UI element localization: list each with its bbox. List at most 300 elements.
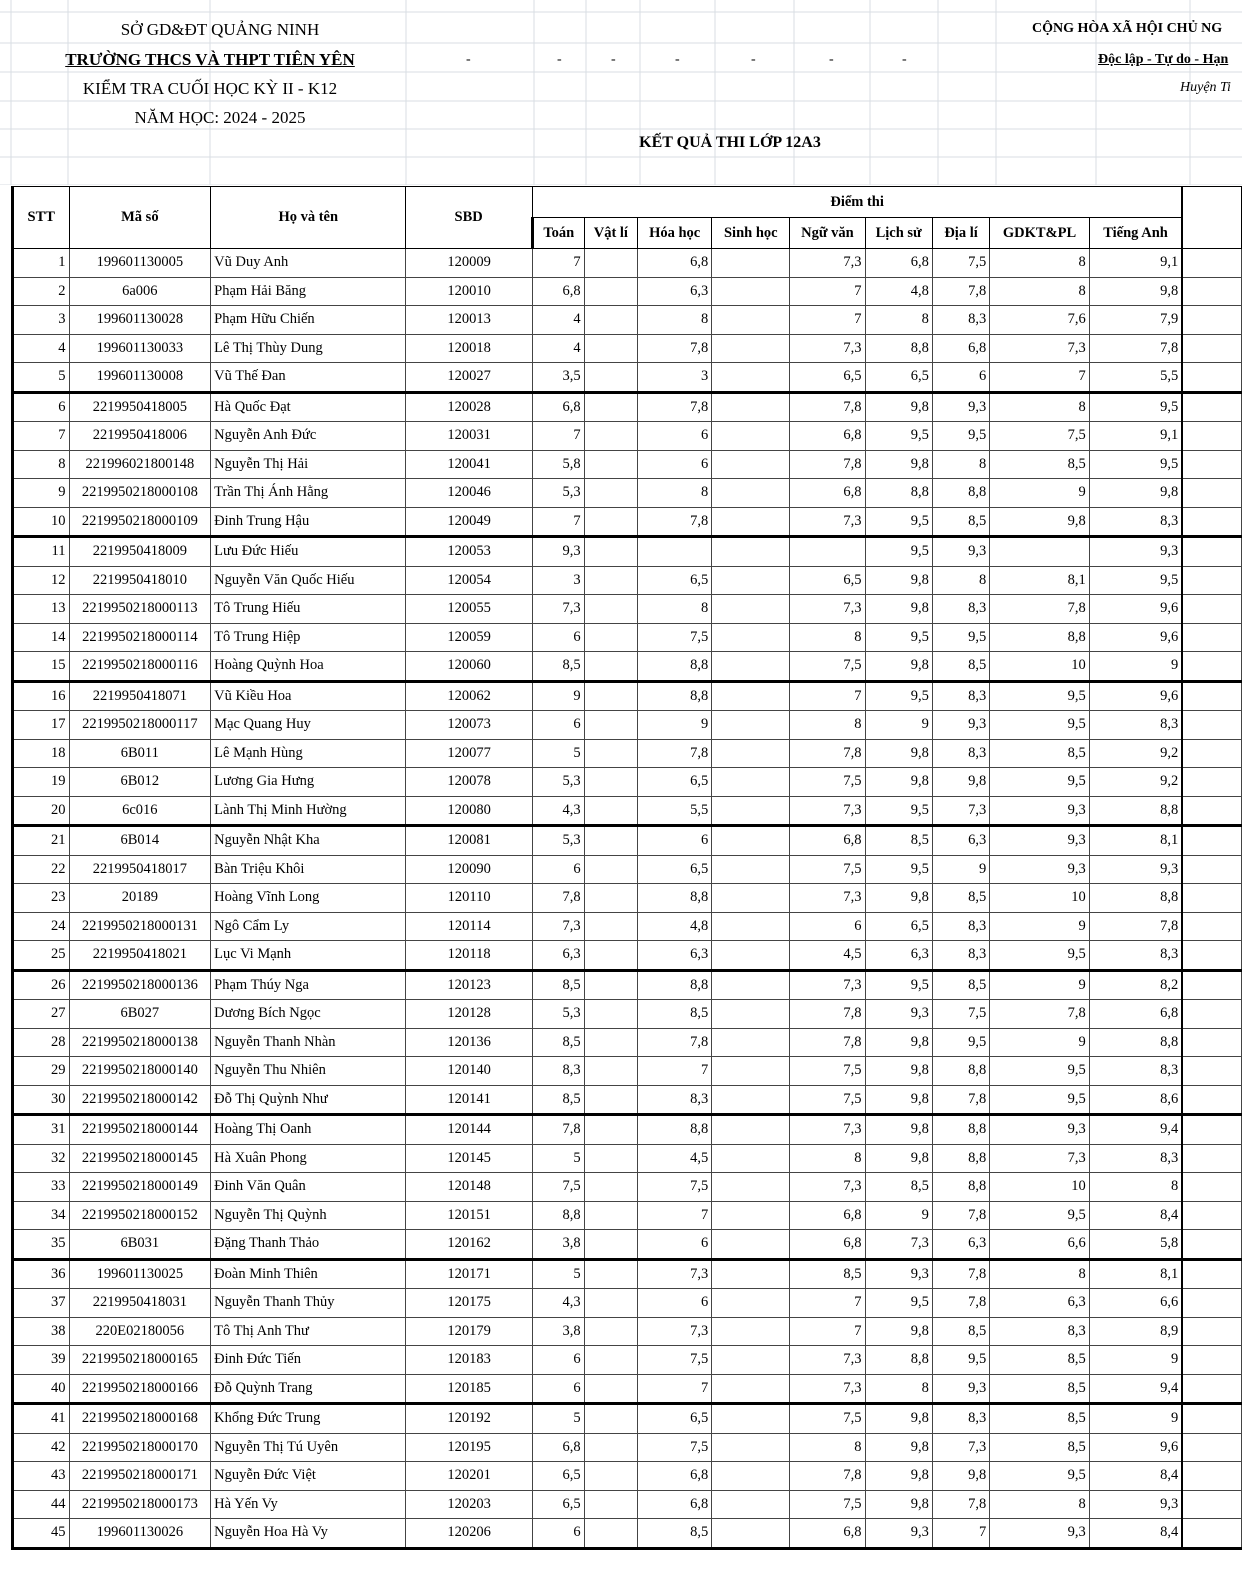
stt-cell: 36 (13, 1259, 70, 1289)
stt-cell: 8 (13, 450, 70, 479)
ho-ten-cell: Nguyễn Đức Việt (211, 1462, 406, 1491)
stt-cell: 31 (13, 1115, 70, 1145)
tieng-anh-score: 8,8 (1089, 1028, 1182, 1057)
ma-so-cell: 199601130005 (69, 249, 211, 278)
extra-cell (1182, 912, 1241, 941)
table-row (13, 1317, 1242, 1346)
lich-su-score: 9,8 (865, 884, 932, 913)
gdkt-pl-score: 8,5 (990, 1433, 1090, 1462)
lich-su-score: 7,3 (865, 1230, 932, 1260)
tieng-anh-score: 8,6 (1089, 1085, 1182, 1115)
ma-so-cell: 2219950218000142 (69, 1085, 211, 1115)
sinh-hoc-score (712, 796, 790, 826)
stt-cell: 20 (13, 796, 70, 826)
tieng-anh-score: 9,6 (1089, 1433, 1182, 1462)
ma-so-cell: 2219950218000109 (69, 507, 211, 537)
table-row (13, 306, 1242, 335)
sinh-hoc-score (712, 826, 790, 856)
ho-ten-cell: Tô Thị Anh Thư (211, 1317, 406, 1346)
gdkt-pl-score: 7,8 (990, 1000, 1090, 1029)
stt-cell: 39 (13, 1346, 70, 1375)
table-row (13, 941, 1242, 971)
ngu-van-score: 6,8 (790, 1201, 865, 1230)
toan-score: 5,8 (532, 450, 584, 479)
vat-li-score (584, 1144, 637, 1173)
gdkt-pl-score: 6,6 (990, 1230, 1090, 1260)
stt-cell: 5 (13, 363, 70, 393)
table-row (13, 595, 1242, 624)
dia-li-score: 7,3 (932, 796, 989, 826)
ma-so-cell: 2219950218000113 (69, 595, 211, 624)
table-row (13, 277, 1242, 306)
dia-li-score: 9,8 (932, 1462, 989, 1491)
sinh-hoc-score (712, 392, 790, 422)
stt-cell: 21 (13, 826, 70, 856)
tieng-anh-score: 5,5 (1089, 363, 1182, 393)
dia-li-score: 7,3 (932, 1433, 989, 1462)
dia-li-score: 9,3 (932, 1374, 989, 1404)
toan-score: 6 (532, 855, 584, 884)
tieng-anh-score: 9,3 (1089, 855, 1182, 884)
col-header-ho-ten: Họ và tên (211, 187, 406, 249)
ma-so-cell: 2219950218000166 (69, 1374, 211, 1404)
lich-su-score: 9,3 (865, 1259, 932, 1289)
lich-su-score: 9,8 (865, 595, 932, 624)
tieng-anh-score: 9,8 (1089, 277, 1182, 306)
tieng-anh-score: 6,6 (1089, 1289, 1182, 1318)
table-row (13, 1057, 1242, 1086)
ma-so-cell: 2219950418009 (69, 537, 211, 567)
separator-dash: - (751, 52, 756, 67)
extra-cell (1182, 1085, 1241, 1115)
school-name: TRƯỜNG THCS VÀ THPT TIÊN YÊN (65, 50, 355, 69)
hoa-hoc-score: 7,8 (638, 392, 712, 422)
dia-li-score: 8,3 (932, 912, 989, 941)
sinh-hoc-score (712, 450, 790, 479)
ho-ten-cell: Đỗ Quỳnh Trang (211, 1374, 406, 1404)
ngu-van-score: 7,8 (790, 392, 865, 422)
sinh-hoc-score (712, 1404, 790, 1434)
vat-li-score (584, 1028, 637, 1057)
vat-li-score (584, 479, 637, 508)
ho-ten-cell: Hoàng Thị Oanh (211, 1115, 406, 1145)
table-row (13, 363, 1242, 393)
toan-score: 6,8 (532, 1433, 584, 1462)
stt-cell: 9 (13, 479, 70, 508)
extra-cell (1182, 595, 1241, 624)
dia-li-score: 8,8 (932, 479, 989, 508)
hoa-hoc-score: 6,5 (638, 566, 712, 595)
table-row (13, 450, 1242, 479)
sinh-hoc-score (712, 1289, 790, 1318)
stt-cell: 26 (13, 970, 70, 1000)
school-year: NĂM HỌC: 2024 - 2025 (134, 108, 306, 127)
toan-score: 6,3 (532, 941, 584, 971)
toan-score: 5,3 (532, 479, 584, 508)
ngu-van-score: 6,5 (790, 363, 865, 393)
republic-name: CỘNG HÒA XÃ HỘI CHỦ NG (1032, 21, 1223, 36)
table-row (13, 1173, 1242, 1202)
vat-li-score (584, 249, 637, 278)
table-row (13, 1374, 1242, 1404)
ngu-van-score: 7 (790, 1289, 865, 1318)
tieng-anh-score: 9,1 (1089, 249, 1182, 278)
dia-li-score: 9,3 (932, 392, 989, 422)
dia-li-score: 8,5 (932, 652, 989, 682)
hoa-hoc-score: 4,5 (638, 1144, 712, 1173)
table-row (13, 479, 1242, 508)
table-row (13, 652, 1242, 682)
sinh-hoc-score (712, 1374, 790, 1404)
toan-score: 4 (532, 306, 584, 335)
ngu-van-score: 7 (790, 1317, 865, 1346)
ngu-van-score: 7,8 (790, 739, 865, 768)
tieng-anh-score: 8,4 (1089, 1519, 1182, 1549)
lich-su-score: 9,5 (865, 970, 932, 1000)
ma-so-cell: 6B011 (69, 739, 211, 768)
sinh-hoc-score (712, 277, 790, 306)
ngu-van-score: 4,5 (790, 941, 865, 971)
ho-ten-cell: Lê Thị Thùy Dung (211, 334, 406, 363)
tieng-anh-score: 5,8 (1089, 1230, 1182, 1260)
table-row (13, 1404, 1242, 1434)
toan-score: 4,3 (532, 796, 584, 826)
extra-cell (1182, 855, 1241, 884)
hoa-hoc-score: 8 (638, 479, 712, 508)
vat-li-score (584, 912, 637, 941)
tieng-anh-score: 9,3 (1089, 537, 1182, 567)
tieng-anh-score: 6,8 (1089, 1000, 1182, 1029)
table-row (13, 249, 1242, 278)
vat-li-score (584, 1462, 637, 1491)
ma-so-cell: 2219950418010 (69, 566, 211, 595)
extra-cell (1182, 681, 1241, 711)
gdkt-pl-score: 9,5 (990, 768, 1090, 797)
dia-li-score: 9 (932, 855, 989, 884)
ma-so-cell: 2219950218000108 (69, 479, 211, 508)
stt-cell: 45 (13, 1519, 70, 1549)
dia-li-score: 9,5 (932, 623, 989, 652)
ho-ten-cell: Lưu Đức Hiếu (211, 537, 406, 567)
ma-so-cell: 199601130025 (69, 1259, 211, 1289)
sinh-hoc-score (712, 507, 790, 537)
ho-ten-cell: Bàn Triệu Khôi (211, 855, 406, 884)
dia-li-score: 8,5 (932, 507, 989, 537)
tieng-anh-score: 8,4 (1089, 1462, 1182, 1491)
vat-li-score (584, 1201, 637, 1230)
ngu-van-score: 7,8 (790, 1000, 865, 1029)
sbd-cell: 120206 (406, 1519, 533, 1549)
sinh-hoc-score (712, 1028, 790, 1057)
sinh-hoc-score (712, 739, 790, 768)
ho-ten-cell: Lành Thị Minh Hường (211, 796, 406, 826)
separator-dash: - (611, 52, 616, 67)
sbd-cell: 120010 (406, 277, 533, 306)
toan-score: 9,3 (532, 537, 584, 567)
sbd-cell: 120062 (406, 681, 533, 711)
vat-li-score (584, 826, 637, 856)
ma-so-cell: 6c016 (69, 796, 211, 826)
ma-so-cell: 2219950418021 (69, 941, 211, 971)
gdkt-pl-score: 9,3 (990, 826, 1090, 856)
gdkt-pl-score: 9,5 (990, 941, 1090, 971)
gdkt-pl-score: 9,5 (990, 1057, 1090, 1086)
ngu-van-score: 7,3 (790, 507, 865, 537)
ho-ten-cell: Khổng Đức Trung (211, 1404, 406, 1434)
hoa-hoc-score: 7,5 (638, 1433, 712, 1462)
tieng-anh-score: 8,3 (1089, 1144, 1182, 1173)
hoa-hoc-score: 8,8 (638, 652, 712, 682)
ngu-van-score: 7 (790, 277, 865, 306)
lich-su-score: 9,8 (865, 1433, 932, 1462)
hoa-hoc-score: 7,8 (638, 334, 712, 363)
dia-li-score: 8,3 (932, 306, 989, 335)
sbd-cell: 120145 (406, 1144, 533, 1173)
extra-cell (1182, 1289, 1241, 1318)
gdkt-pl-score: 7,5 (990, 422, 1090, 451)
header-row (13, 187, 1242, 218)
toan-score: 4 (532, 334, 584, 363)
extra-cell (1182, 796, 1241, 826)
hoa-hoc-score: 6,3 (638, 941, 712, 971)
dia-li-score: 6,3 (932, 1230, 989, 1260)
tieng-anh-score: 9,2 (1089, 739, 1182, 768)
ngu-van-score: 7,5 (790, 652, 865, 682)
ho-ten-cell: Đỗ Thị Quỳnh Như (211, 1085, 406, 1115)
stt-cell: 12 (13, 566, 70, 595)
dia-li-score: 8 (932, 566, 989, 595)
separator-dash: - (557, 52, 562, 67)
sbd-cell: 120151 (406, 1201, 533, 1230)
ho-ten-cell: Nguyễn Anh Đức (211, 422, 406, 451)
ma-so-cell: 221996021800148 (69, 450, 211, 479)
toan-score: 7 (532, 422, 584, 451)
vat-li-score (584, 1404, 637, 1434)
table-row (13, 768, 1242, 797)
stt-cell: 17 (13, 711, 70, 740)
gdkt-pl-score: 8,5 (990, 1404, 1090, 1434)
lich-su-score: 9,5 (865, 422, 932, 451)
sinh-hoc-score (712, 334, 790, 363)
ma-so-cell: 199601130008 (69, 363, 211, 393)
dia-li-score: 8,3 (932, 595, 989, 624)
sbd-cell: 120185 (406, 1374, 533, 1404)
dia-li-score: 8,3 (932, 1404, 989, 1434)
ngu-van-score: 6,8 (790, 1519, 865, 1549)
hoa-hoc-score: 7,5 (638, 1346, 712, 1375)
extra-cell (1182, 537, 1241, 567)
sinh-hoc-score (712, 1346, 790, 1375)
toan-score: 6,5 (532, 1462, 584, 1491)
ma-so-cell: 2219950218000131 (69, 912, 211, 941)
tieng-anh-score: 9,3 (1089, 1490, 1182, 1519)
ma-so-cell: 2219950218000149 (69, 1173, 211, 1202)
hoa-hoc-score: 7,3 (638, 1317, 712, 1346)
gdkt-pl-score: 9 (990, 479, 1090, 508)
toan-score: 5,3 (532, 1000, 584, 1029)
dia-li-score: 8,5 (932, 1317, 989, 1346)
sinh-hoc-score (712, 1317, 790, 1346)
dia-li-score: 8,8 (932, 1173, 989, 1202)
ho-ten-cell: Đinh Đức Tiến (211, 1346, 406, 1375)
lich-su-score: 9 (865, 711, 932, 740)
lich-su-score: 9,8 (865, 450, 932, 479)
extra-cell (1182, 566, 1241, 595)
dia-li-score: 8,5 (932, 884, 989, 913)
toan-score: 5 (532, 1404, 584, 1434)
department-name: SỞ GD&ĐT QUẢNG NINH (120, 20, 320, 39)
hoa-hoc-score: 7,8 (638, 507, 712, 537)
vat-li-score (584, 855, 637, 884)
lich-su-score: 9,8 (865, 1085, 932, 1115)
lich-su-score: 8 (865, 1374, 932, 1404)
vat-li-score (584, 1490, 637, 1519)
tieng-anh-score: 8 (1089, 1173, 1182, 1202)
hoa-hoc-score: 8,8 (638, 681, 712, 711)
extra-cell (1182, 1028, 1241, 1057)
sbd-cell: 120144 (406, 1115, 533, 1145)
sbd-cell: 120053 (406, 537, 533, 567)
extra-cell (1182, 1433, 1241, 1462)
lich-su-score: 9,8 (865, 1317, 932, 1346)
dia-li-score: 7,8 (932, 1490, 989, 1519)
stt-cell: 10 (13, 507, 70, 537)
lich-su-score: 9,8 (865, 1462, 932, 1491)
lich-su-score: 9,8 (865, 652, 932, 682)
vat-li-score (584, 595, 637, 624)
toan-score: 6 (532, 623, 584, 652)
gdkt-pl-score: 10 (990, 1173, 1090, 1202)
gdkt-pl-score: 9,5 (990, 681, 1090, 711)
toan-score: 8,5 (532, 1085, 584, 1115)
vat-li-score (584, 1317, 637, 1346)
toan-score: 8,8 (532, 1201, 584, 1230)
toan-score: 3,8 (532, 1317, 584, 1346)
stt-cell: 14 (13, 623, 70, 652)
dia-li-score: 8,5 (932, 970, 989, 1000)
ho-ten-cell: Trần Thị Ánh Hằng (211, 479, 406, 508)
extra-cell (1182, 392, 1241, 422)
gdkt-pl-score: 7 (990, 363, 1090, 393)
toan-score: 7 (532, 249, 584, 278)
ho-ten-cell: Vũ Thế Đan (211, 363, 406, 393)
sinh-hoc-score (712, 652, 790, 682)
ngu-van-score: 8 (790, 623, 865, 652)
toan-score: 6,8 (532, 277, 584, 306)
ngu-van-score: 8 (790, 1144, 865, 1173)
dia-li-score: 9,5 (932, 1028, 989, 1057)
report-title: KẾT QUẢ THI LỚP 12A3 (639, 134, 821, 151)
vat-li-score (584, 306, 637, 335)
tieng-anh-score: 9,1 (1089, 422, 1182, 451)
stt-cell: 38 (13, 1317, 70, 1346)
table-row (13, 681, 1242, 711)
dia-li-score: 8,3 (932, 941, 989, 971)
tieng-anh-score: 9,5 (1089, 450, 1182, 479)
ma-so-cell: 2219950218000173 (69, 1490, 211, 1519)
stt-cell: 2 (13, 277, 70, 306)
lich-su-score: 4,8 (865, 277, 932, 306)
gdkt-pl-score: 8,5 (990, 1346, 1090, 1375)
sbd-cell: 120148 (406, 1173, 533, 1202)
hoa-hoc-score: 7,8 (638, 739, 712, 768)
lich-su-score: 9,5 (865, 855, 932, 884)
ho-ten-cell: Phạm Thúy Nga (211, 970, 406, 1000)
toan-score: 8,5 (532, 652, 584, 682)
table-row (13, 711, 1242, 740)
stt-cell: 24 (13, 912, 70, 941)
vat-li-score (584, 566, 637, 595)
toan-score: 8,5 (532, 970, 584, 1000)
ngu-van-score: 7,5 (790, 1085, 865, 1115)
ngu-van-score: 7,8 (790, 1462, 865, 1491)
sbd-cell: 120128 (406, 1000, 533, 1029)
vat-li-score (584, 711, 637, 740)
col-header-ma-so: Mã số (69, 187, 211, 249)
dia-li-score: 7 (932, 1519, 989, 1549)
ma-so-cell: 2219950218000136 (69, 970, 211, 1000)
table-row (13, 884, 1242, 913)
ngu-van-score: 7,5 (790, 1490, 865, 1519)
gdkt-pl-score: 9,3 (990, 796, 1090, 826)
ho-ten-cell: Nguyễn Thị Tú Uyên (211, 1433, 406, 1462)
gdkt-pl-score: 8,5 (990, 739, 1090, 768)
stt-cell: 41 (13, 1404, 70, 1434)
ngu-van-score: 7,3 (790, 334, 865, 363)
sinh-hoc-score (712, 970, 790, 1000)
vat-li-score (584, 652, 637, 682)
table-row (13, 970, 1242, 1000)
ho-ten-cell: Đinh Văn Quân (211, 1173, 406, 1202)
vat-li-score (584, 1374, 637, 1404)
hoa-hoc-score: 7,8 (638, 1028, 712, 1057)
vat-li-score (584, 768, 637, 797)
sbd-cell: 120201 (406, 1462, 533, 1491)
sbd-cell: 120054 (406, 566, 533, 595)
ma-so-cell: 2219950218000144 (69, 1115, 211, 1145)
stt-cell: 25 (13, 941, 70, 971)
stt-cell: 19 (13, 768, 70, 797)
tieng-anh-score: 9,6 (1089, 681, 1182, 711)
ho-ten-cell: Lục Vi Mạnh (211, 941, 406, 971)
sbd-cell: 120175 (406, 1289, 533, 1318)
ho-ten-cell: Nguyễn Hoa Hà Vy (211, 1519, 406, 1549)
extra-cell (1182, 1173, 1241, 1202)
sbd-cell: 120028 (406, 392, 533, 422)
subject-header: Vật lí (584, 218, 637, 249)
lich-su-score: 6,5 (865, 363, 932, 393)
hoa-hoc-score: 8 (638, 595, 712, 624)
lich-su-score: 9,8 (865, 1028, 932, 1057)
extra-cell (1182, 363, 1241, 393)
stt-cell: 44 (13, 1490, 70, 1519)
ngu-van-score: 7,3 (790, 884, 865, 913)
hoa-hoc-score: 8,8 (638, 970, 712, 1000)
dia-li-score: 9,5 (932, 422, 989, 451)
ma-so-cell: 2219950218000140 (69, 1057, 211, 1086)
table-row (13, 422, 1242, 451)
hoa-hoc-score: 4,8 (638, 912, 712, 941)
extra-cell (1182, 1404, 1241, 1434)
hoa-hoc-score: 6,8 (638, 1490, 712, 1519)
subject-header: Ngữ văn (790, 218, 865, 249)
ma-so-cell: 2219950218000170 (69, 1433, 211, 1462)
toan-score: 6 (532, 1374, 584, 1404)
vat-li-score (584, 363, 637, 393)
ngu-van-score: 6,8 (790, 422, 865, 451)
stt-cell: 1 (13, 249, 70, 278)
table-row (13, 623, 1242, 652)
